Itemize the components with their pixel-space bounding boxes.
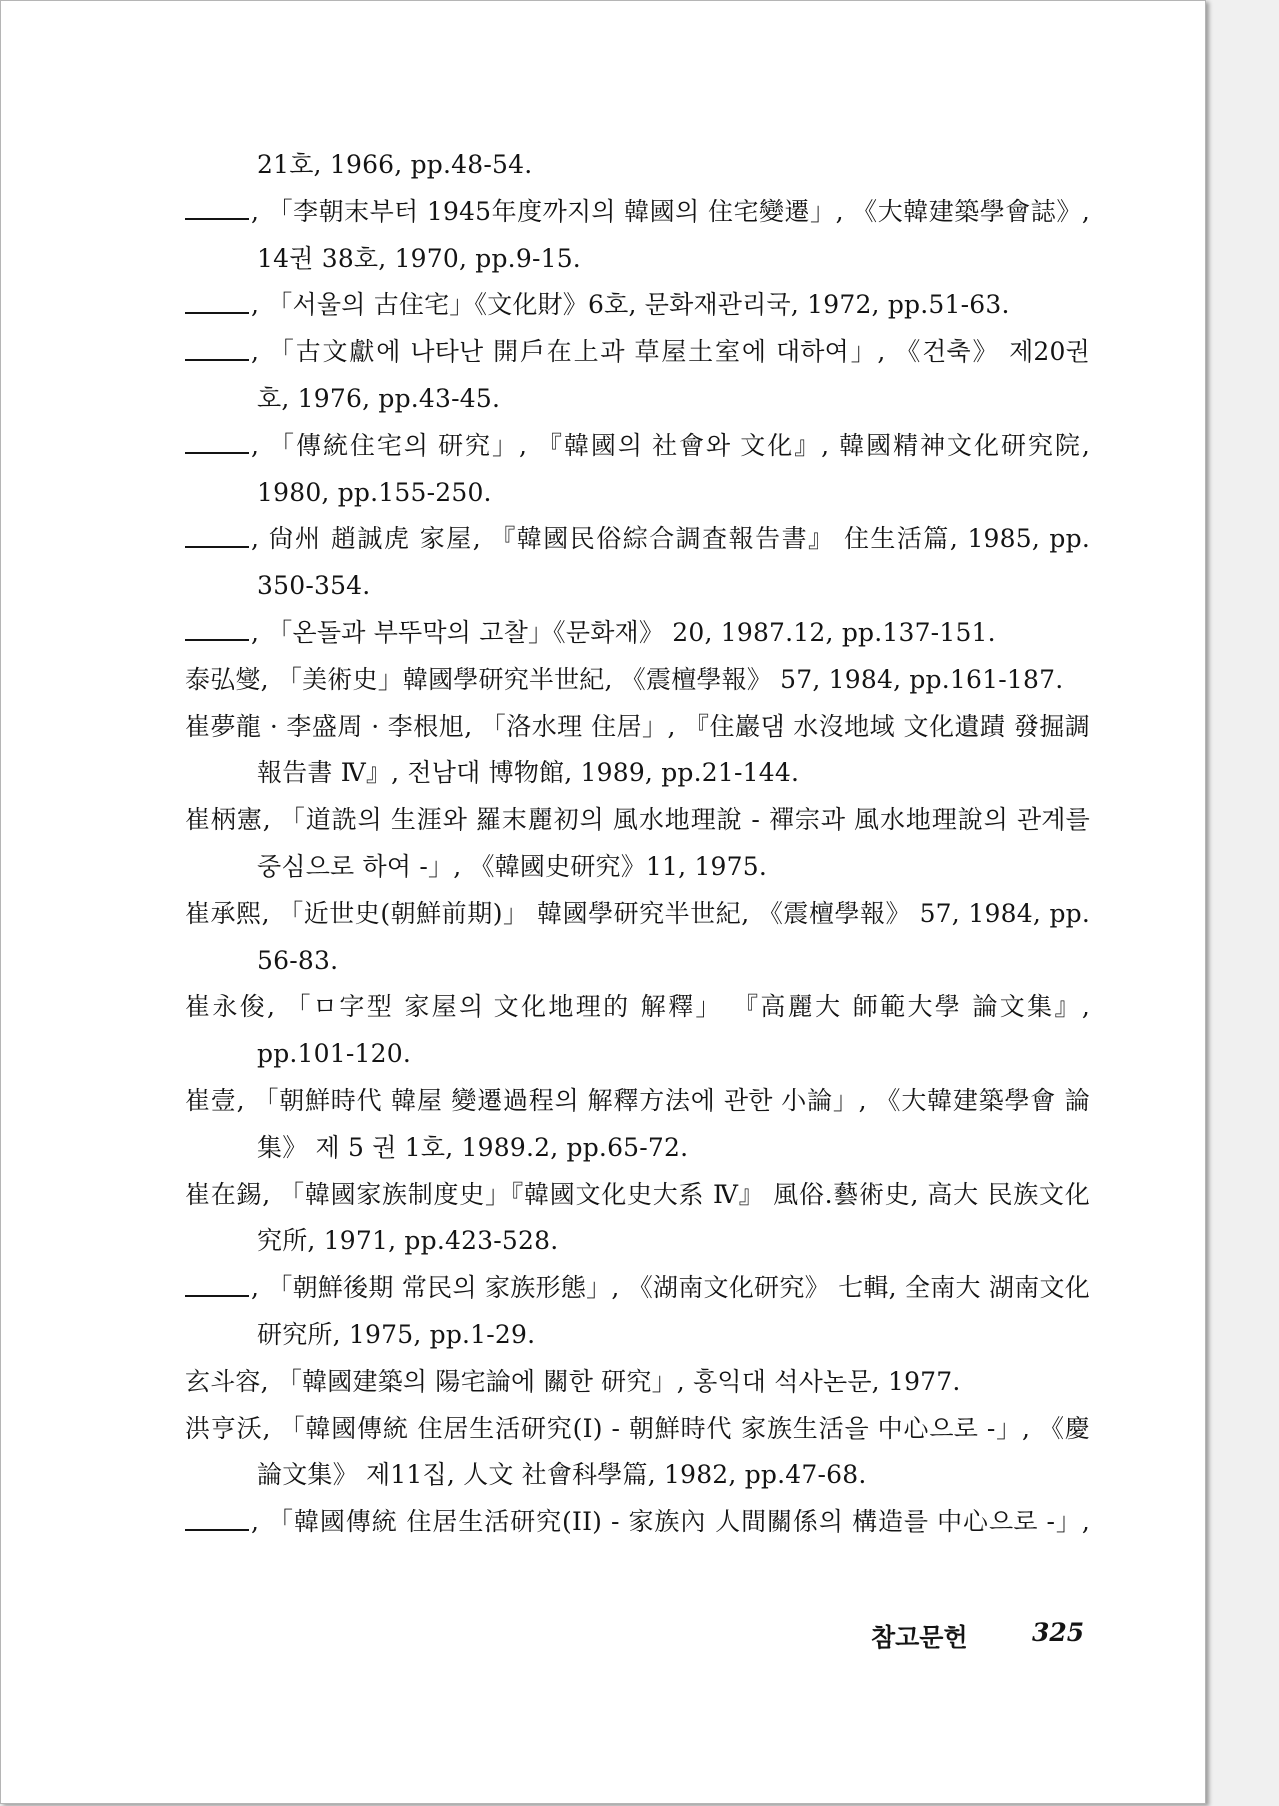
running-footer-title: 참고문헌 — [871, 1623, 968, 1652]
line-text: 玄斗容, 「韓國建築의 陽宅論에 關한 研究」, 홍익대 석사논문, 1977. — [185, 1366, 961, 1396]
line-text: 報告書 Ⅳ』, 전남대 博物館, 1989, pp.21-144. — [257, 758, 800, 788]
line-text: 泰弘燮, 「美術史」韓國學研究半世紀, 《震檀學報》 57, 1984, pp.161-187. — [185, 664, 1064, 694]
bibliography-entry-line — [185, 516, 1090, 563]
line-text: 崔永俊, 「ㅁ字型 家屋의 文化地理的 解釋」 『高麗大 師範大學 論文集』, — [185, 992, 1090, 1022]
bibliography-line-continuation — [185, 142, 1090, 189]
line-text: , 「韓國傳統 住居生活研究(II) - 家族內 人間關係의 構造를 中心으로 -」, — [251, 1507, 1090, 1537]
bibliography-entry-line — [185, 1359, 1090, 1406]
line-text: 究所, 1971, pp.423-528. — [257, 1226, 559, 1256]
bibliography-line-continuation — [185, 563, 1090, 610]
line-text: 14권 38호, 1970, pp.9-15. — [257, 243, 581, 273]
line-text: , 「온돌과 부뚜막의 고찰」《문화재》 20, 1987.12, pp.137-151. — [251, 617, 996, 647]
same-author-dash — [185, 639, 249, 641]
line-text: 21호, 1966, pp.48-54. — [257, 150, 533, 179]
line-text: 崔夢龍 · 李盛周 · 李根旭, 「洛水理 住居」, 『住巖댐 水沒地域 文化遺蹟 發掘調 — [185, 711, 1090, 741]
same-author-dash — [185, 546, 249, 548]
bibliography-line-continuation — [185, 938, 1090, 985]
bibliography-line-continuation — [185, 750, 1090, 797]
bibliography-entry-line — [185, 1265, 1090, 1312]
bibliography-line-continuation — [185, 1312, 1090, 1359]
bibliography-list — [185, 142, 1090, 1546]
line-text: pp.101-120. — [257, 1039, 411, 1069]
bibliography-entry-line — [185, 1078, 1090, 1125]
bibliography-line-continuation — [185, 236, 1090, 283]
bibliography-entry-line — [185, 797, 1090, 844]
bibliography-line-continuation — [185, 1031, 1090, 1078]
bibliography-entry-line — [185, 610, 1090, 657]
line-text: , 尙州 趙誠虎 家屋, 『韓國民俗綜合調査報告書』 住生活篇, 1985, pp. — [251, 524, 1090, 554]
bibliography-entry-line — [185, 189, 1090, 236]
bibliography-line-continuation — [185, 1218, 1090, 1265]
line-text: , 「서울의 古住宅」《文化財》6호, 문화재관리국, 1972, pp.51-63. — [251, 290, 1010, 320]
line-text: , 「李朝末부터 1945年度까지의 韓國의 住宅變遷」, 《大韓建築學會誌》, — [251, 196, 1090, 226]
bibliography-entry-line — [185, 282, 1090, 329]
bibliography-entry-line — [185, 1406, 1090, 1453]
line-text: 崔柄憲, 「道詵의 生涯와 羅末麗初의 風水地理說 - 禪宗과 風水地理說의 관계를 — [185, 805, 1090, 835]
line-text: 56-83. — [257, 945, 339, 975]
line-text: , 「傳統住宅의 研究」, 『韓國의 社會와 文化』, 韓國精神文化研究院, — [251, 430, 1090, 460]
bibliography-line-continuation — [185, 1125, 1090, 1172]
line-text: 崔在錫, 「韓國家族制度史」『韓國文化史大系 Ⅳ』 風俗.藝術史, 高大 民族文化 — [185, 1179, 1090, 1209]
line-text: 崔壹, 「朝鮮時代 韓屋 變遷過程의 解釋方法에 관한 小論」, 《大韓建築學會 論 — [185, 1085, 1090, 1115]
line-text: 集》 제 5 권 1호, 1989.2, pp.65-72. — [257, 1132, 689, 1162]
line-text: 崔承熙, 「近世史(朝鮮前期)」 韓國學研究半世紀, 《震檀學報》 57, 1984, pp. — [185, 898, 1090, 928]
same-author-dash — [185, 218, 249, 220]
bibliography-line-continuation — [185, 844, 1090, 891]
bibliography-entry-line — [185, 704, 1090, 751]
bibliography-entry-line — [185, 891, 1090, 938]
line-text: , 「朝鮮後期 常民의 家族形態」, 《湖南文化研究》 七輯, 全南大 湖南文化 — [251, 1273, 1090, 1303]
line-text: 350-354. — [257, 571, 371, 601]
page-footer — [871, 1618, 1101, 1662]
bibliography-entry-line — [185, 329, 1090, 376]
line-text: , 「古文獻에 나타난 開戶在上과 草屋土室에 대하여」, 《건축》 제20권 — [251, 337, 1090, 367]
line-text: 호, 1976, pp.43-45. — [257, 383, 501, 413]
bibliography-entry-line — [185, 423, 1090, 470]
same-author-dash — [185, 1529, 249, 1531]
bibliography-line-continuation — [185, 1452, 1090, 1499]
bibliography-entry-line — [185, 657, 1090, 704]
bibliography-entry-line — [185, 1172, 1090, 1219]
bibliography-line-continuation — [185, 376, 1090, 423]
bibliography-entry-line — [185, 984, 1090, 1031]
same-author-dash — [185, 1295, 249, 1297]
line-text: 研究所, 1975, pp.1-29. — [257, 1319, 536, 1349]
same-author-dash — [185, 452, 249, 454]
bibliography-line-continuation — [185, 470, 1090, 517]
line-text: 洪亨沃, 「韓國傳統 住居生活研究(I) - 朝鮮時代 家族生活을 中心으로 -」, 《慶 — [185, 1413, 1090, 1443]
line-text: 1980, pp.155-250. — [257, 477, 492, 507]
bibliography-entry-line — [185, 1499, 1090, 1546]
same-author-dash — [185, 312, 249, 314]
line-text: 論文集》 제11집, 人文 社會科學篇, 1982, pp.47-68. — [257, 1460, 867, 1490]
page-number: 325 — [1032, 1618, 1085, 1647]
line-text: 중심으로 하여 -」, 《韓國史研究》11, 1975. — [257, 851, 768, 881]
same-author-dash — [185, 359, 249, 361]
